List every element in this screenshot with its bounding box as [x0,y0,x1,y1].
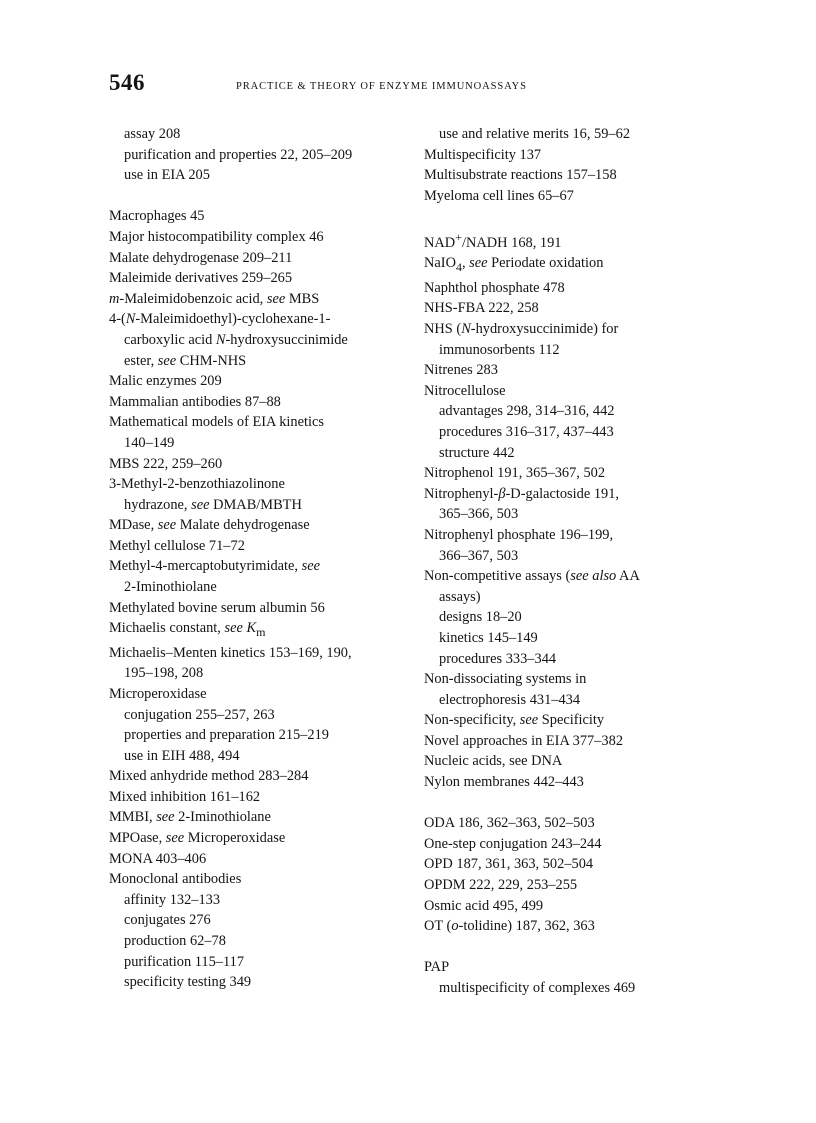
index-text: see [165,830,185,847]
index-entry [424,484,714,505]
index-text: DMAB/MBTH [209,496,302,513]
index-entry [109,869,409,890]
index-subentry [424,443,714,464]
index-entry [424,253,714,277]
index-text: conjugation 255–257, 263 [124,706,275,723]
index-text: Michaelis constant, [109,620,225,637]
index-subentry [424,690,714,711]
index-entry [109,206,409,227]
index-subentry [109,705,409,726]
index-text: production 62–78 [124,933,226,950]
index-subentry [424,649,714,670]
index-text: Mathematical models of EIA kinetics [109,414,325,431]
index-text: o [451,918,459,935]
index-text: OPDM 222, 229, 253–255 [424,877,578,894]
index-text: Methylated bovine serum albumin 56 [109,599,325,616]
index-text: -tolidine) 187, 362, 363 [458,918,595,935]
index-text: advantages 298, 314–316, 442 [439,403,615,420]
index-subentry [424,628,714,649]
index-text: Mixed anhydride method 283–284 [109,768,309,785]
index-subentry [109,972,409,993]
index-subentry [424,340,714,361]
index-text: designs 18–20 [439,609,522,626]
index-entry [424,669,714,690]
index-entry [109,474,409,495]
index-text: Non-specificity, [424,712,520,729]
index-entry [424,751,714,772]
index-text: affinity 132–133 [124,891,221,908]
index-text: Non-competitive assays ( [424,568,571,585]
index-subentry [424,607,714,628]
index-subentry [424,124,714,145]
index-text: Nitrophenol 191, 365–367, 502 [424,465,606,482]
index-entry [109,766,409,787]
index-text: Mammalian antibodies 87–88 [109,393,281,410]
index-subentry [109,910,409,931]
index-text: see [301,558,320,575]
index-text: , [461,255,470,272]
index-entry [109,807,409,828]
index-entry [109,618,409,642]
index-text: 140–149 [124,434,175,451]
index-text: OT ( [424,918,452,935]
index-text: Multispecificity 137 [424,146,542,163]
index-entry [109,849,409,870]
index-entry [424,319,714,340]
index-entry [424,875,714,896]
index-text: Nitrophenyl phosphate 196–199, [424,526,614,543]
index-entry [109,684,409,705]
index-subentry [109,433,409,454]
index-subentry [424,401,714,422]
index-text: see [157,517,177,534]
index-subentry [109,577,409,598]
index-entry [424,463,714,484]
index-text: N [215,331,226,348]
index-subentry [109,351,409,372]
index-text: carboxylic acid [124,331,216,348]
index-entry [424,813,714,834]
index-text: + [455,229,462,244]
index-text: Michaelis–Menten kinetics 153–169, 190, [109,644,352,661]
index-entry [109,536,409,557]
index-entry [424,916,714,937]
index-text: 3-Methyl-2-benzothiazolinone [109,476,285,493]
index-text: MDase, [109,517,158,534]
index-subentry [109,495,409,516]
index-subentry [109,746,409,767]
index-entry [109,556,409,577]
index-text: 365–366, 503 [439,506,519,523]
index-subentry [109,124,409,145]
index-text: Nucleic acids, see DNA [424,753,563,770]
index-entry [424,186,714,207]
index-text: Macrophages 45 [109,208,205,225]
index-text: Periodate oxidation [487,255,604,272]
index-text: Methyl cellulose 71–72 [109,537,245,554]
index-entry [109,309,409,330]
index-text: multispecificity of complexes 469 [439,980,636,997]
index-text: 195–198, 208 [124,665,204,682]
index-text: Specificity [538,712,605,729]
index-text: see [157,352,177,369]
index-entry [424,525,714,546]
index-text: Malate dehydrogenase 209–211 [109,249,293,266]
index-text: 366–367, 503 [439,547,519,564]
index-entry [424,145,714,166]
index-text: Mixed inhibition 161–162 [109,788,261,805]
index-text: N [125,311,136,328]
index-entry [109,268,409,289]
index-text: Maleimide derivatives 259–265 [109,270,293,287]
index-text: CHM-NHS [176,352,247,369]
index-text: m [256,625,266,640]
index-text: NHS ( [424,321,462,338]
index-text: ester, [124,352,158,369]
index-text: procedures 316–317, 437–443 [439,423,614,440]
index-text: Multisubstrate reactions 157–158 [424,167,617,184]
running-head: PRACTICE & THEORY OF ENZYME IMMUNOASSAYS [236,81,527,92]
index-entry [109,392,409,413]
index-text: use in EIA 205 [124,167,210,184]
index-entry [424,834,714,855]
index-subentry [109,725,409,746]
index-text: Novel approaches in EIA 377–382 [424,732,624,749]
index-text: Nitrophenyl- [424,485,499,502]
index-entry [424,896,714,917]
index-text: use in EIH 488, 494 [124,747,240,764]
index-text: PAP [424,959,450,976]
section-gap [109,186,409,207]
index-text: specificity testing 349 [124,974,252,991]
index-subentry [109,145,409,166]
index-text: Myeloma cell lines 65–67 [424,187,574,204]
index-text: 4 [455,260,462,275]
index-entry [109,828,409,849]
index-entry [424,731,714,752]
index-text: MBS [285,290,320,307]
index-text: see also [570,568,617,585]
index-entry [109,227,409,248]
index-text: see [266,290,286,307]
index-text: One-step conjugation 243–244 [424,835,602,852]
index-text: 2-Iminothiolane [174,809,271,826]
index-text: MMBI, [109,809,157,826]
index-text: use and relative merits 16, 59–62 [439,126,631,142]
index-text: MBS 222, 259–260 [109,455,223,472]
index-entry [424,957,714,978]
index-subentry [424,978,714,999]
index-text: procedures 333–344 [439,650,557,667]
index-text: Non-dissociating systems in [424,671,587,688]
index-entry [109,412,409,433]
index-entry [424,772,714,793]
index-text: NHS-FBA 222, 258 [424,300,539,317]
index-entry [109,454,409,475]
index-text: Microperoxidase [184,830,286,847]
index-text: -hydroxysuccinimide [225,331,348,348]
index-text: Malic enzymes 209 [109,373,222,390]
index-text: Naphthol phosphate 478 [424,279,565,296]
index-text: Microperoxidase [109,685,207,702]
index-entry [109,643,409,664]
index-text: immunosorbents 112 [439,341,560,358]
index-column-left [109,124,409,993]
index-subentry [424,422,714,443]
index-text: see [469,255,488,272]
index-text: assays) [439,588,481,605]
index-text: Nitrenes 283 [424,362,498,379]
index-subentry [109,330,409,351]
index-entry [424,227,714,253]
section-gap [424,793,714,814]
index-text: MPOase, [109,830,166,847]
index-text: electrophoresis 431–434 [439,691,581,708]
index-text: m [109,290,120,307]
index-text: see [519,712,539,729]
index-text: β [498,485,506,502]
index-entry [424,360,714,381]
index-text: Osmic acid 495, 499 [424,897,544,914]
index-subentry [109,663,409,684]
index-subentry [109,890,409,911]
index-text: structure 442 [439,444,515,461]
index-entry [109,787,409,808]
index-text: purification and properties 22, 205–209 [124,146,353,163]
index-subentry [109,165,409,186]
index-subentry [109,931,409,952]
index-text: -D-galactoside 191, [505,485,620,502]
page-number: 546 [109,70,145,95]
index-subentry [424,504,714,525]
index-entry [424,278,714,299]
index-subentry [424,546,714,567]
index-text: purification 115–117 [124,953,245,970]
index-text: Malate dehydrogenase [176,517,310,534]
index-text: 4-( [109,311,126,328]
index-entry [109,248,409,269]
index-text: properties and preparation 215–219 [124,727,330,744]
index-text: -Maleimidobenzoic acid, [119,290,267,307]
index-text: Monoclonal antibodies [109,871,242,888]
index-text: Nitrocellulose [424,382,506,399]
index-column-right [424,124,714,999]
index-text: /NADH 168, 191 [461,234,562,251]
index-text: Major histocompatibility complex 46 [109,228,324,245]
index-text: 2-Iminothiolane [124,579,217,596]
index-text: OPD 187, 361, 363, 502–504 [424,856,594,873]
index-entry [424,381,714,402]
index-text: -hydroxysuccinimide) for [470,321,619,338]
index-text: Nylon membranes 442–443 [424,774,584,791]
index-subentry [109,952,409,973]
index-text: see K [224,620,257,637]
index-entry [424,566,714,587]
index-entry [424,854,714,875]
index-text: NaIO [424,255,456,272]
index-subentry [424,587,714,608]
index-text: AA [616,568,640,585]
index-text: Methyl-4-mercaptobutyrimidate, [109,558,302,575]
index-text: ODA 186, 362–363, 502–503 [424,815,595,832]
index-text: conjugates 276 [124,912,211,929]
index-entry [424,165,714,186]
index-text: see [191,496,210,513]
index-entry [424,710,714,731]
index-entry [424,298,714,319]
index-entry [109,289,409,310]
index-text: NAD [424,234,456,251]
index-entry [109,598,409,619]
index-text: kinetics 145–149 [439,629,538,646]
section-gap [424,206,714,227]
index-entry [109,515,409,536]
index-text: see [156,809,175,826]
index-text: assay 208 [124,126,181,142]
index-text: MONA 403–406 [109,850,207,867]
index-text: hydrazone, [124,496,192,513]
index-text: -Maleimidoethyl)-cyclohexane-1- [135,311,331,328]
section-gap [424,937,714,958]
index-entry [109,371,409,392]
index-text: N [461,321,471,338]
